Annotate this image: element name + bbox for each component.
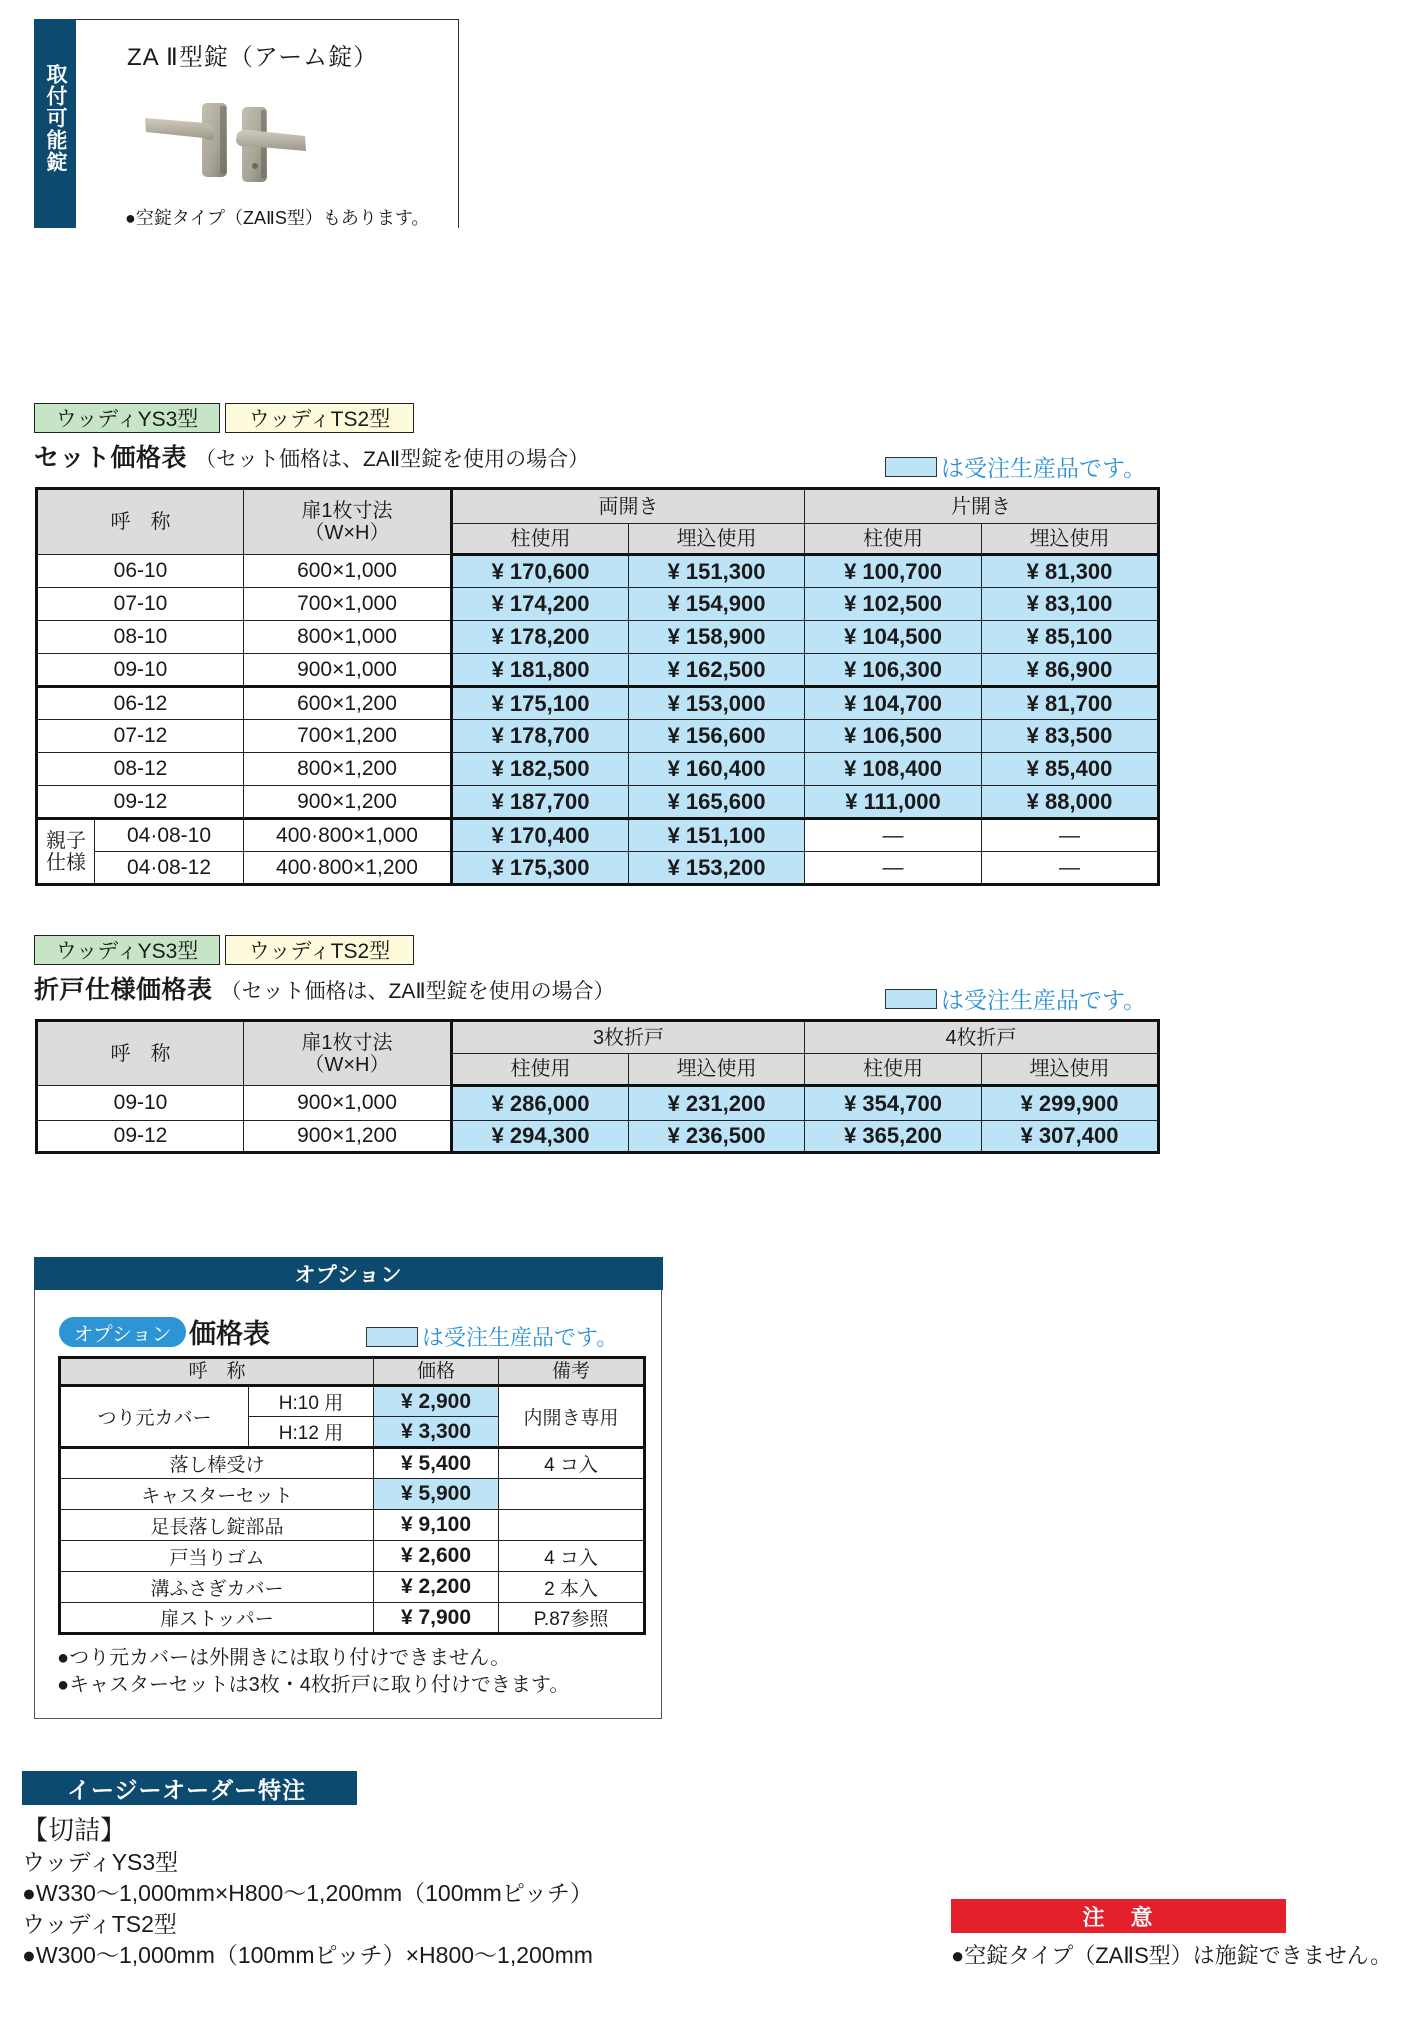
lever-lock-image-icon — [140, 98, 315, 188]
options-panel-title: オプション — [34, 1257, 663, 1290]
cell-size: 900×1,000 — [244, 654, 452, 687]
set-price-table — [35, 487, 1160, 886]
set-price-legend — [885, 450, 1146, 483]
cell-price: ¥ 81,700 — [982, 687, 1159, 720]
cell-size: 700×1,200 — [244, 720, 452, 753]
cell-price: ¥ 307,400 — [982, 1121, 1159, 1153]
easy-order-model: ウッディYS3型 — [22, 1849, 179, 1875]
cell-variant: H:12 用 — [249, 1417, 374, 1448]
made-to-order-legend-text: は受注生産品です。 — [941, 987, 1147, 1013]
table-row — [37, 852, 1159, 885]
cell-price: ¥ 88,000 — [982, 786, 1159, 819]
cell-name: 溝ふさぎカバー — [60, 1572, 374, 1603]
cell-price: ¥ 182,500 — [452, 753, 629, 786]
fold-price-table — [35, 1019, 1160, 1154]
cell-name: 戸当りゴム — [60, 1541, 374, 1572]
table-header-row — [37, 1021, 1159, 1054]
cell-price: ¥ 5,400 — [374, 1448, 499, 1479]
cell-code: 07-10 — [37, 588, 244, 621]
fold-price-heading — [34, 970, 615, 1006]
cell-price: ¥ 83,100 — [982, 588, 1159, 621]
header-name: 呼 称 — [60, 1358, 374, 1386]
cell-price: ¥ 85,100 — [982, 621, 1159, 654]
header-sub: 柱使用 — [805, 524, 982, 555]
easy-order-range: ●W300〜1,000mm（100mmピッチ）×H800〜1,200mm — [22, 1942, 593, 1968]
table-row — [37, 654, 1159, 687]
cell-price: ¥ 299,900 — [982, 1086, 1159, 1121]
cell-code: 04·08-12 — [95, 852, 244, 885]
cell-price: ¥ 153,000 — [629, 687, 805, 720]
tag-woody-ts2: ウッディTS2型 — [225, 935, 414, 965]
cell-price: ¥ 160,400 — [629, 753, 805, 786]
cell-code: 09-12 — [37, 1121, 244, 1153]
cell-remark — [499, 1510, 645, 1541]
table-row — [60, 1572, 645, 1603]
header-name: 呼 称 — [37, 489, 244, 555]
table-row — [60, 1479, 645, 1510]
cell-name-hinge-cover: つり元カバー — [60, 1386, 249, 1448]
table-row — [37, 753, 1159, 786]
table-row — [37, 588, 1159, 621]
header-sub: 柱使用 — [805, 1054, 982, 1086]
cell-remark: 4 コ入 — [499, 1448, 645, 1479]
header-sub: 柱使用 — [452, 524, 629, 555]
cell-price: ¥ 106,500 — [805, 720, 982, 753]
cell-price: ¥ 175,300 — [452, 852, 629, 885]
header-size-line1: 扉1枚寸法 — [301, 500, 393, 522]
header-size — [244, 1021, 452, 1086]
header-group-3-panel: 3枚折戸 — [452, 1021, 805, 1054]
header-name: 呼 称 — [37, 1021, 244, 1086]
header-size-line2: （W×H） — [304, 522, 390, 544]
cell-size: 600×1,200 — [244, 687, 452, 720]
fold-price-subtitle: （セット価格は、ZAⅡ型錠を使用の場合） — [220, 980, 615, 1003]
cell-name: キャスターセット — [60, 1479, 374, 1510]
cell-price: ¥ 165,600 — [629, 786, 805, 819]
cell-price: ¥ 236,500 — [629, 1121, 805, 1153]
cell-price: ¥ 3,300 — [374, 1417, 499, 1448]
made-to-order-swatch — [885, 989, 937, 1009]
made-to-order-legend-text: は受注生産品です。 — [422, 1325, 619, 1350]
group-label-line2: 仕様 — [46, 851, 86, 874]
table-row — [37, 1086, 1159, 1121]
cell-code: 09-10 — [37, 1086, 244, 1121]
table-row — [37, 555, 1159, 588]
header-group-single: 片開き — [805, 489, 1159, 524]
cell-price: ¥ 156,600 — [629, 720, 805, 753]
header-sub: 柱使用 — [452, 1054, 629, 1086]
cell-price: ¥ 151,300 — [629, 555, 805, 588]
cell-price: ¥ 83,500 — [982, 720, 1159, 753]
table-row — [37, 1121, 1159, 1153]
header-size — [244, 489, 452, 555]
options-price-table-title: 価格表 — [189, 1319, 270, 1349]
header-sub: 埋込使用 — [629, 1054, 805, 1086]
cell-code: 04·08-10 — [95, 819, 244, 852]
cell-code: 07-12 — [37, 720, 244, 753]
cell-price: ¥ 286,000 — [452, 1086, 629, 1121]
cell-name: 扉ストッパー — [60, 1603, 374, 1634]
easy-order-model: ウッディTS2型 — [22, 1911, 177, 1937]
header-group-double: 両開き — [452, 489, 805, 524]
cell-price: ¥ 102,500 — [805, 588, 982, 621]
caution-title: 注 意 — [951, 1899, 1286, 1933]
cell-price: ¥ 151,100 — [629, 819, 805, 852]
cell-price: ¥ 85,400 — [982, 753, 1159, 786]
cell-not-available: — — [982, 819, 1159, 852]
cell-price: ¥ 111,000 — [805, 786, 982, 819]
cell-price: ¥ 2,600 — [374, 1541, 499, 1572]
cell-remark: 内開き専用 — [499, 1386, 645, 1448]
cell-code: 06-12 — [37, 687, 244, 720]
cell-price: ¥ 294,300 — [452, 1121, 629, 1153]
cell-code: 08-12 — [37, 753, 244, 786]
options-panel — [34, 1257, 662, 1719]
header-sub: 埋込使用 — [629, 524, 805, 555]
table-row — [37, 720, 1159, 753]
made-to-order-swatch — [366, 1327, 418, 1347]
cell-price: ¥ 354,700 — [805, 1086, 982, 1121]
cell-price: ¥ 9,100 — [374, 1510, 499, 1541]
cell-size: 400·800×1,200 — [244, 852, 452, 885]
header-size-line2: （W×H） — [304, 1053, 390, 1076]
cell-size: 900×1,000 — [244, 1086, 452, 1121]
lock-title: ZA Ⅱ型錠（アーム錠） — [127, 44, 379, 71]
cell-code: 09-10 — [37, 654, 244, 687]
table-row — [60, 1510, 645, 1541]
options-legend — [366, 1321, 618, 1352]
cell-price: ¥ 2,200 — [374, 1572, 499, 1603]
header-group-4-panel: 4枚折戸 — [805, 1021, 1159, 1054]
cell-price: ¥ 174,200 — [452, 588, 629, 621]
cell-price: ¥ 158,900 — [629, 621, 805, 654]
cell-variant: H:10 用 — [249, 1386, 374, 1417]
lock-panel-sidebar — [34, 19, 76, 228]
cell-price: ¥ 187,700 — [452, 786, 629, 819]
table-row — [60, 1541, 645, 1572]
cell-price: ¥ 86,900 — [982, 654, 1159, 687]
set-price-heading — [34, 438, 589, 474]
table-row — [37, 621, 1159, 654]
cell-size: 700×1,000 — [244, 588, 452, 621]
cell-name: 落し棒受け — [60, 1448, 374, 1479]
cell-remark: P.87参照 — [499, 1603, 645, 1634]
cell-price: ¥ 170,400 — [452, 819, 629, 852]
cell-code: 08-10 — [37, 621, 244, 654]
cell-code: 06-10 — [37, 555, 244, 588]
caution-note: ●空錠タイプ（ZAⅡS型）は施錠できません。 — [951, 1943, 1393, 1968]
cell-size: 800×1,200 — [244, 753, 452, 786]
tag-woody-ys3: ウッディYS3型 — [34, 935, 220, 965]
cell-size: 400·800×1,000 — [244, 819, 452, 852]
set-price-title: セット価格表 — [34, 444, 188, 472]
table-header-row — [37, 489, 1159, 524]
cell-price: ¥ 104,500 — [805, 621, 982, 654]
made-to-order-swatch — [885, 457, 937, 477]
cell-price: ¥ 5,900 — [374, 1479, 499, 1510]
table-row — [37, 786, 1159, 819]
made-to-order-legend-text: は受注生産品です。 — [941, 455, 1147, 481]
easy-order-heading: 【切詰】 — [22, 1815, 127, 1845]
fold-price-title: 折戸仕様価格表 — [34, 976, 213, 1004]
cell-price: ¥ 154,900 — [629, 588, 805, 621]
cell-price: ¥ 106,300 — [805, 654, 982, 687]
header-sub: 埋込使用 — [982, 524, 1159, 555]
cell-price: ¥ 2,900 — [374, 1386, 499, 1417]
cell-price: ¥ 231,200 — [629, 1086, 805, 1121]
table-header-row — [60, 1358, 645, 1386]
table-row — [37, 819, 1159, 852]
options-notes — [57, 1645, 569, 1699]
options-pill-badge: オプション — [59, 1317, 186, 1347]
cell-size: 800×1,000 — [244, 621, 452, 654]
cell-size: 900×1,200 — [244, 786, 452, 819]
set-price-tags — [34, 403, 414, 433]
table-row — [37, 687, 1159, 720]
set-price-subtitle: （セット価格は、ZAⅡ型錠を使用の場合） — [195, 448, 590, 471]
easy-order-title: イージーオーダー特注 — [22, 1771, 357, 1805]
group-label-line1: 親子 — [46, 829, 86, 852]
header-remark: 備考 — [499, 1358, 645, 1386]
table-row — [60, 1448, 645, 1479]
cell-remark — [499, 1479, 645, 1510]
cell-price: ¥ 162,500 — [629, 654, 805, 687]
cell-not-available: — — [982, 852, 1159, 885]
table-row — [60, 1386, 645, 1417]
cell-price: ¥ 175,100 — [452, 687, 629, 720]
easy-order-details — [22, 1814, 593, 1971]
options-note: ●つり元カバーは外開きには取り付けできません。 — [57, 1647, 511, 1669]
header-price: 価格 — [374, 1358, 499, 1386]
cell-price: ¥ 181,800 — [452, 654, 629, 687]
easy-order-range: ●W330〜1,000mm×H800〜1,200mm（100mmピッチ） — [22, 1880, 593, 1906]
cell-price: ¥ 108,400 — [805, 753, 982, 786]
fold-price-legend — [885, 982, 1146, 1015]
tag-woody-ts2: ウッディTS2型 — [225, 403, 414, 433]
tag-woody-ys3: ウッディYS3型 — [34, 403, 220, 433]
cell-price: ¥ 170,600 — [452, 555, 629, 588]
cell-price: ¥ 7,900 — [374, 1603, 499, 1634]
cell-name: 足長落し錠部品 — [60, 1510, 374, 1541]
cell-price: ¥ 81,300 — [982, 555, 1159, 588]
options-price-table — [58, 1356, 646, 1635]
cell-not-available: — — [805, 852, 982, 885]
cell-not-available: — — [805, 819, 982, 852]
header-sub: 埋込使用 — [982, 1054, 1159, 1086]
lock-panel-sidebar-label: 取付可能錠 — [44, 63, 67, 173]
fold-price-tags — [34, 935, 414, 965]
table-row — [60, 1603, 645, 1634]
cell-size: 600×1,000 — [244, 555, 452, 588]
cell-remark: 2 本入 — [499, 1572, 645, 1603]
lock-note: ●空錠タイプ（ZAⅡS型）もあります。 — [125, 208, 430, 228]
header-size-line1: 扉1枚寸法 — [301, 1031, 393, 1054]
options-note: ●キャスターセットは3枚・4枚折戸に取り付けできます。 — [57, 1674, 570, 1696]
cell-remark: 4 コ入 — [499, 1541, 645, 1572]
cell-price: ¥ 365,200 — [805, 1121, 982, 1153]
cell-code: 09-12 — [37, 786, 244, 819]
cell-price: ¥ 178,200 — [452, 621, 629, 654]
cell-price: ¥ 153,200 — [629, 852, 805, 885]
cell-price: ¥ 100,700 — [805, 555, 982, 588]
cell-group-parent-child — [37, 819, 95, 885]
cell-size: 900×1,200 — [244, 1121, 452, 1153]
cell-price: ¥ 178,700 — [452, 720, 629, 753]
cell-price: ¥ 104,700 — [805, 687, 982, 720]
